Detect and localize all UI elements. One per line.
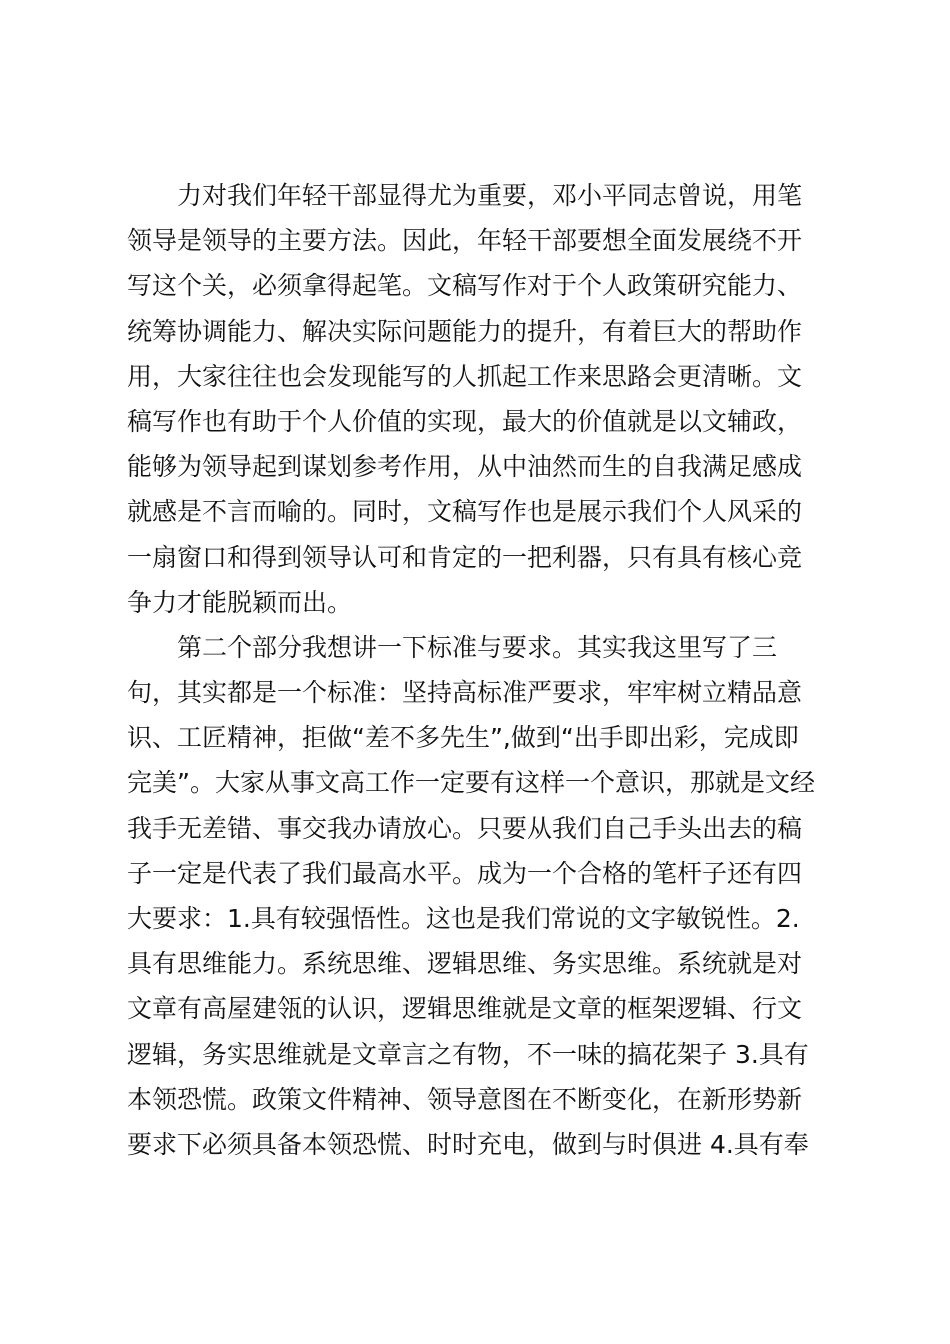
paragraph-line: 识、工匠精神，拒做“差不多先生”,做到“出手即出彩，完成即: [127, 723, 799, 753]
paragraph-line: 就感是不言而喻的。同时，文稿写作也是展示我们个人风采的: [127, 497, 803, 527]
paragraph-line: 文章有高屋建瓴的认识，逻辑思维就是文章的框架逻辑、行文: [127, 994, 803, 1024]
paragraph-line: 稿写作也有助于个人价值的实现，最大的价值就是以文辅政，: [127, 406, 803, 436]
paragraph-line: 逻辑，务实思维就是文章言之有物，不一味的搞花架子 3.具有: [127, 1039, 809, 1069]
paragraph-line: 用，大家往往也会发现能写的人抓起工作来思路会更清晰。文: [127, 361, 803, 391]
paragraph-line: 第二个部分我想讲一下标准与要求。其实我这里写了三: [177, 632, 778, 662]
paragraph-line: 句，其实都是一个标准：坚持高标准严要求，牢牢树立精品意: [127, 678, 803, 708]
paragraph-line: 领导是领导的主要方法。因此，年轻干部要想全面发展绕不开: [127, 226, 803, 256]
paragraph-line: 要求下必须具备本领恐慌、时时充电，做到与时俱进 4.具有奉: [127, 1129, 809, 1159]
paragraph-2: [127, 625, 827, 1167]
paragraph-line: 完美”。大家从事文高工作一定要有这样一个意识，那就是文经: [127, 768, 815, 798]
paragraph-line: 能够为领导起到谋划参考作用，从中油然而生的自我满足感成: [127, 452, 803, 482]
document-body: [127, 173, 827, 1167]
paragraph-line: 本领恐慌。政策文件精神、领导意图在不断变化，在新形势新: [127, 1084, 803, 1114]
paragraph-line: 我手无差错、事交我办请放心。只要从我们自己手头出去的稿: [127, 813, 803, 843]
paragraph-line: 子一定是代表了我们最高水平。成为一个合格的笔杆子还有四: [127, 858, 803, 888]
paragraph-line: 力对我们年轻干部显得尤为重要，邓小平同志曾说，用笔: [177, 181, 803, 210]
paragraph-line: 大要求：1.具有较强悟性。这也是我们常说的文字敏锐性。2.: [127, 904, 800, 933]
paragraph-line: 统筹协调能力、解决实际问题能力的提升，有着巨大的帮助作: [127, 316, 803, 346]
paragraph-line: 一扇窗口和得到领导认可和肯定的一把利器，只有具有核心竞: [127, 542, 803, 572]
paragraph-line: 写这个关，必须拿得起笔。文稿写作对于个人政策研究能力、: [127, 271, 803, 301]
paragraph-line: 具有思维能力。系统思维、逻辑思维、务实思维。系统就是对: [127, 949, 803, 979]
paragraph-line: 争力才能脱颖而出。: [127, 587, 353, 617]
paragraph-1: [127, 173, 827, 625]
